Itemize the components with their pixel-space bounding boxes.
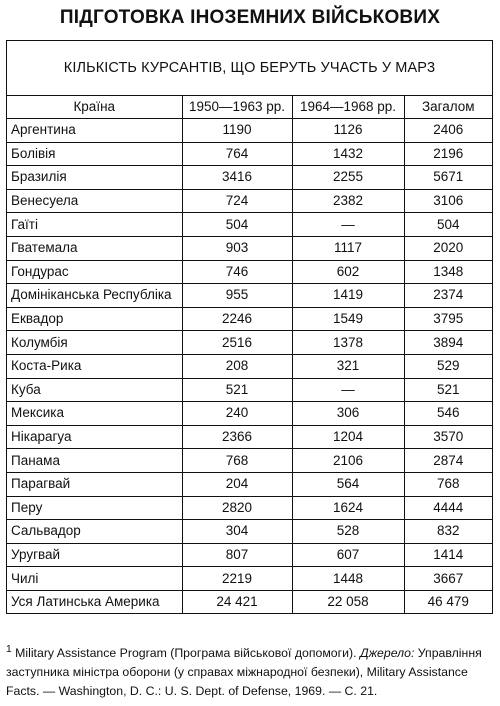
country-cell: Мексика bbox=[7, 402, 182, 426]
period-value-cell: 528 bbox=[292, 520, 404, 544]
total-cell: 5671 bbox=[404, 166, 492, 190]
period-value-cell: 564 bbox=[292, 472, 404, 496]
table-row bbox=[7, 260, 492, 284]
period-value-cell: 807 bbox=[182, 543, 292, 567]
country-cell: Гондурас bbox=[7, 260, 182, 284]
total-cell: 2196 bbox=[404, 142, 492, 166]
table-row bbox=[7, 142, 492, 166]
header-country: Країна bbox=[7, 96, 182, 119]
table-row bbox=[7, 590, 492, 613]
table-row bbox=[7, 236, 492, 260]
total-cell: 2020 bbox=[404, 236, 492, 260]
table-row bbox=[7, 543, 492, 567]
total-cell: 46 479 bbox=[404, 590, 492, 613]
country-cell: Гаїті bbox=[7, 213, 182, 237]
header-period-1964-1968: 1964—1968 рр. bbox=[292, 96, 404, 119]
total-cell: 768 bbox=[404, 472, 492, 496]
table-header-row bbox=[7, 96, 492, 119]
table-subtitle: КІЛЬКІСТЬ КУРСАНТІВ, ЩО БЕРУТЬ УЧАСТЬ У МАР3 bbox=[7, 41, 492, 96]
period-value-cell: 602 bbox=[292, 260, 404, 284]
country-cell: Уругвай bbox=[7, 543, 182, 567]
total-cell: 529 bbox=[404, 354, 492, 378]
country-cell: Гватемала bbox=[7, 236, 182, 260]
table-row bbox=[7, 166, 492, 190]
country-cell: Домініканська Республіка bbox=[7, 284, 182, 308]
country-cell: Еквадор bbox=[7, 307, 182, 331]
total-cell: 2374 bbox=[404, 284, 492, 308]
period-value-cell: 768 bbox=[182, 449, 292, 473]
period-value-cell: 1448 bbox=[292, 567, 404, 591]
country-cell: Аргентина bbox=[7, 119, 182, 143]
total-cell: 2406 bbox=[404, 119, 492, 143]
period-value-cell: 1204 bbox=[292, 425, 404, 449]
period-value-cell: 3416 bbox=[182, 166, 292, 190]
period-value-cell: 306 bbox=[292, 402, 404, 426]
total-cell: 4444 bbox=[404, 496, 492, 520]
footnote-marker: 1 bbox=[6, 644, 12, 655]
period-value-cell: — bbox=[292, 213, 404, 237]
footnote-text-b: Управління заступника міністра оборони (у справах міжнародної безпеки), Military Assistance Facts. — Washington, D. C.: U. S. Dept. of Defense, 1969. — С. 21. bbox=[6, 646, 482, 699]
period-value-cell: 240 bbox=[182, 402, 292, 426]
total-cell: 546 bbox=[404, 402, 492, 426]
period-value-cell: 204 bbox=[182, 472, 292, 496]
country-cell: Перу bbox=[7, 496, 182, 520]
total-cell: 1414 bbox=[404, 543, 492, 567]
table-row bbox=[7, 496, 492, 520]
header-period-1950-1963: 1950—1963 рр. bbox=[182, 96, 292, 119]
total-cell: 3106 bbox=[404, 189, 492, 213]
country-cell: Панама bbox=[7, 449, 182, 473]
period-value-cell: 2246 bbox=[182, 307, 292, 331]
total-cell: 832 bbox=[404, 520, 492, 544]
period-value-cell: 2255 bbox=[292, 166, 404, 190]
country-cell: Сальвадор bbox=[7, 520, 182, 544]
period-value-cell: 521 bbox=[182, 378, 292, 402]
period-value-cell: 1117 bbox=[292, 236, 404, 260]
country-cell: Уся Латинська Америка bbox=[7, 590, 182, 613]
country-cell: Коста-Рика bbox=[7, 354, 182, 378]
country-cell: Колумбія bbox=[7, 331, 182, 355]
period-value-cell: 607 bbox=[292, 543, 404, 567]
table-row bbox=[7, 331, 492, 355]
period-value-cell: 724 bbox=[182, 189, 292, 213]
period-value-cell: 321 bbox=[292, 354, 404, 378]
table-row bbox=[7, 354, 492, 378]
table-body bbox=[7, 119, 492, 614]
total-cell: 1348 bbox=[404, 260, 492, 284]
period-value-cell: 746 bbox=[182, 260, 292, 284]
country-cell: Чилі bbox=[7, 567, 182, 591]
country-cell: Венесуела bbox=[7, 189, 182, 213]
total-cell: 3795 bbox=[404, 307, 492, 331]
country-cell: Бразилія bbox=[7, 166, 182, 190]
period-value-cell: 2106 bbox=[292, 449, 404, 473]
period-value-cell: 1378 bbox=[292, 331, 404, 355]
total-cell: 521 bbox=[404, 378, 492, 402]
footnote-text-a: Military Assistance Program (Програма військової допомоги). bbox=[11, 646, 360, 661]
country-cell: Нікарагуа bbox=[7, 425, 182, 449]
period-value-cell: 2366 bbox=[182, 425, 292, 449]
period-value-cell: 2820 bbox=[182, 496, 292, 520]
period-value-cell: 2516 bbox=[182, 331, 292, 355]
table-row bbox=[7, 402, 492, 426]
table-row bbox=[7, 284, 492, 308]
table-row bbox=[7, 567, 492, 591]
period-value-cell: — bbox=[292, 378, 404, 402]
country-cell: Парагвай bbox=[7, 472, 182, 496]
period-value-cell: 1419 bbox=[292, 284, 404, 308]
country-cell: Куба bbox=[7, 378, 182, 402]
period-value-cell: 208 bbox=[182, 354, 292, 378]
period-value-cell: 24 421 bbox=[182, 590, 292, 613]
table-row bbox=[7, 119, 492, 143]
table-row bbox=[7, 472, 492, 496]
period-value-cell: 1126 bbox=[292, 119, 404, 143]
period-value-cell: 504 bbox=[182, 213, 292, 237]
total-cell: 3894 bbox=[404, 331, 492, 355]
total-cell: 3570 bbox=[404, 425, 492, 449]
period-value-cell: 1432 bbox=[292, 142, 404, 166]
table-row bbox=[7, 189, 492, 213]
header-total: Загалом bbox=[404, 96, 492, 119]
country-cell: Болівія bbox=[7, 142, 182, 166]
footnote-source-label: Джерело: bbox=[359, 646, 415, 661]
table-row bbox=[7, 213, 492, 237]
period-value-cell: 2382 bbox=[292, 189, 404, 213]
page-title: ПІДГОТОВКА ІНОЗЕМНИХ ВІЙСЬКОВИХ bbox=[59, 7, 441, 28]
period-value-cell: 955 bbox=[182, 284, 292, 308]
period-value-cell: 304 bbox=[182, 520, 292, 544]
period-value-cell: 1624 bbox=[292, 496, 404, 520]
total-cell: 2874 bbox=[404, 449, 492, 473]
table-row bbox=[7, 378, 492, 402]
footnote bbox=[6, 640, 492, 701]
period-value-cell: 903 bbox=[182, 236, 292, 260]
total-cell: 504 bbox=[404, 213, 492, 237]
data-table-frame bbox=[6, 40, 493, 614]
period-value-cell: 22 058 bbox=[292, 590, 404, 613]
period-value-cell: 1190 bbox=[182, 119, 292, 143]
period-value-cell: 2219 bbox=[182, 567, 292, 591]
table-row bbox=[7, 449, 492, 473]
period-value-cell: 764 bbox=[182, 142, 292, 166]
cadets-table bbox=[7, 96, 492, 613]
period-value-cell: 1549 bbox=[292, 307, 404, 331]
table-row bbox=[7, 425, 492, 449]
table-row bbox=[7, 520, 492, 544]
table-row bbox=[7, 307, 492, 331]
total-cell: 3667 bbox=[404, 567, 492, 591]
